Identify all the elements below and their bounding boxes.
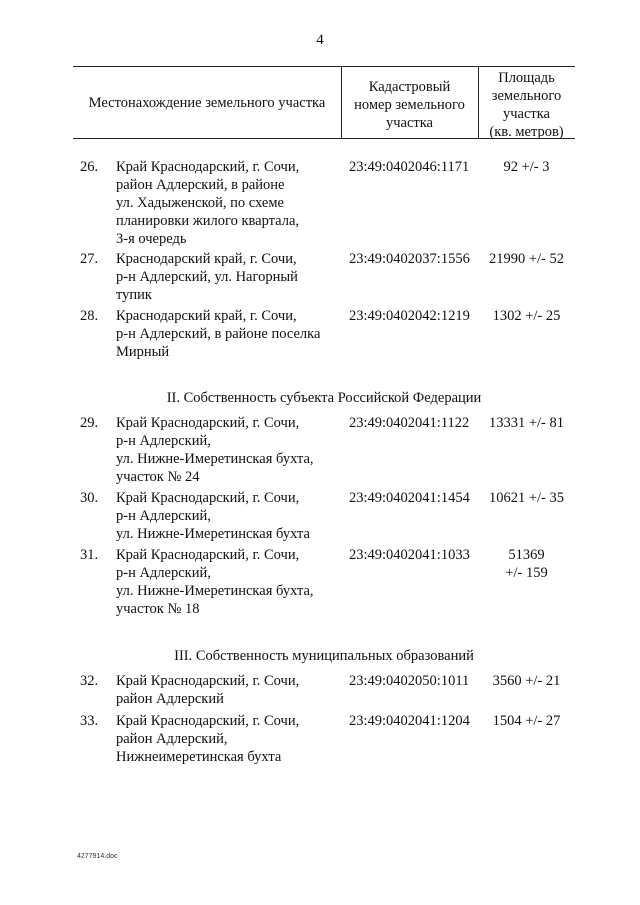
address-line: район Адлерский: [116, 691, 224, 707]
row-cadastral-number: 23:49:0402042:1219: [349, 308, 470, 324]
area-line: 21990 +/- 52: [488, 251, 565, 267]
address-line: 3-я очередь: [116, 231, 187, 247]
header-area-line: Площадь: [498, 70, 555, 86]
address-line: Краснодарский край, г. Сочи,: [116, 308, 297, 324]
header-location-line: Местонахождение земельного участка: [88, 95, 326, 111]
row-area: [478, 414, 575, 432]
area-line: 1302 +/- 25: [492, 308, 561, 324]
header-cadastral-line: участка: [385, 115, 433, 131]
row-area: [478, 250, 575, 268]
header-cadastral-line: номер земельного: [354, 97, 465, 113]
address-line: Край Краснодарский, г. Сочи,: [116, 490, 300, 506]
address-line: участок № 18: [116, 601, 200, 617]
address-line: планировки жилого квартала,: [116, 213, 300, 229]
row-cadastral-number: 23:49:0402041:1033: [349, 547, 470, 563]
row-area: [478, 489, 575, 507]
address-line: район Адлерский,: [116, 731, 228, 747]
row-area: [478, 546, 575, 582]
area-line: 3560 +/- 21: [492, 673, 561, 689]
header-area: [478, 69, 575, 141]
header-area-line: (кв. метров): [489, 124, 564, 140]
row-address: [116, 250, 346, 304]
row-cadastral-number: 23:49:0402050:1011: [349, 673, 470, 689]
header-location: [73, 94, 341, 112]
row-cadastral-number: 23:49:0402041:1122: [349, 415, 470, 431]
header-cadastral-number: [341, 78, 478, 132]
row-area: [478, 158, 575, 176]
area-line: 1504 +/- 27: [492, 713, 561, 729]
row-number: 29.: [80, 415, 99, 431]
row-cadastral-number: 23:49:0402046:1171: [349, 159, 470, 175]
row-number: 27.: [80, 251, 99, 267]
row-cadastral-number: 23:49:0402041:1454: [349, 490, 470, 506]
address-line: ул. Нижне-Имеретинская бухта: [116, 526, 310, 542]
row-cadastral-number: 23:49:0402041:1204: [349, 713, 470, 729]
row-number: 31.: [80, 547, 99, 563]
header-area-line: участка: [502, 106, 550, 122]
address-line: р-н Адлерский,: [116, 433, 211, 449]
section-heading: II. Собственность субъекта Российской Федерации: [166, 390, 482, 406]
row-address: [116, 414, 346, 486]
section-heading: III. Собственность муниципальных образований: [174, 648, 474, 664]
row-area: [478, 672, 575, 690]
area-line: 51369: [508, 547, 545, 563]
area-line: +/- 159: [505, 565, 548, 581]
address-line: Край Краснодарский, г. Сочи,: [116, 673, 300, 689]
document-footer: 4277914.doc: [77, 853, 118, 860]
address-line: Край Краснодарский, г. Сочи,: [116, 713, 300, 729]
address-line: Край Краснодарский, г. Сочи,: [116, 547, 300, 563]
address-line: Краснодарский край, г. Сочи,: [116, 251, 297, 267]
row-address: [116, 307, 346, 361]
row-number: 26.: [80, 159, 99, 175]
address-line: ул. Нижне-Имеретинская бухта,: [116, 583, 314, 599]
row-address: [116, 712, 346, 766]
area-line: 10621 +/- 35: [488, 490, 565, 506]
row-address: [116, 158, 346, 248]
row-number: 32.: [80, 673, 99, 689]
address-line: Край Краснодарский, г. Сочи,: [116, 415, 300, 431]
address-line: р-н Адлерский,: [116, 508, 211, 524]
row-cadastral-number: 23:49:0402037:1556: [349, 251, 470, 267]
row-address: [116, 489, 346, 543]
header-cadastral-line: Кадастровый: [368, 79, 451, 95]
area-line: 13331 +/- 81: [488, 415, 565, 431]
row-number: 28.: [80, 308, 99, 324]
address-line: р-н Адлерский,: [116, 565, 211, 581]
address-line: Нижнеимеретинская бухта: [116, 749, 282, 765]
address-line: ул. Хадыженской, по схеме: [116, 195, 284, 211]
row-area: [478, 712, 575, 730]
table-top-rule: [73, 66, 575, 67]
header-area-line: земельного: [491, 88, 562, 104]
row-number: 30.: [80, 490, 99, 506]
row-number: 33.: [80, 713, 99, 729]
address-line: район Адлерский, в районе: [116, 177, 285, 193]
address-line: тупик: [116, 287, 152, 303]
address-line: Край Краснодарский, г. Сочи,: [116, 159, 300, 175]
area-line: 92 +/- 3: [503, 159, 550, 175]
address-line: участок № 24: [116, 469, 200, 485]
address-line: р-н Адлерский, в районе поселка: [116, 326, 321, 342]
address-line: р-н Адлерский, ул. Нагорный: [116, 269, 298, 285]
row-address: [116, 546, 346, 618]
address-line: Мирный: [116, 344, 170, 360]
row-address: [116, 672, 346, 708]
page-number: 4: [316, 32, 324, 48]
row-area: [478, 307, 575, 325]
address-line: ул. Нижне-Имеретинская бухта,: [116, 451, 314, 467]
